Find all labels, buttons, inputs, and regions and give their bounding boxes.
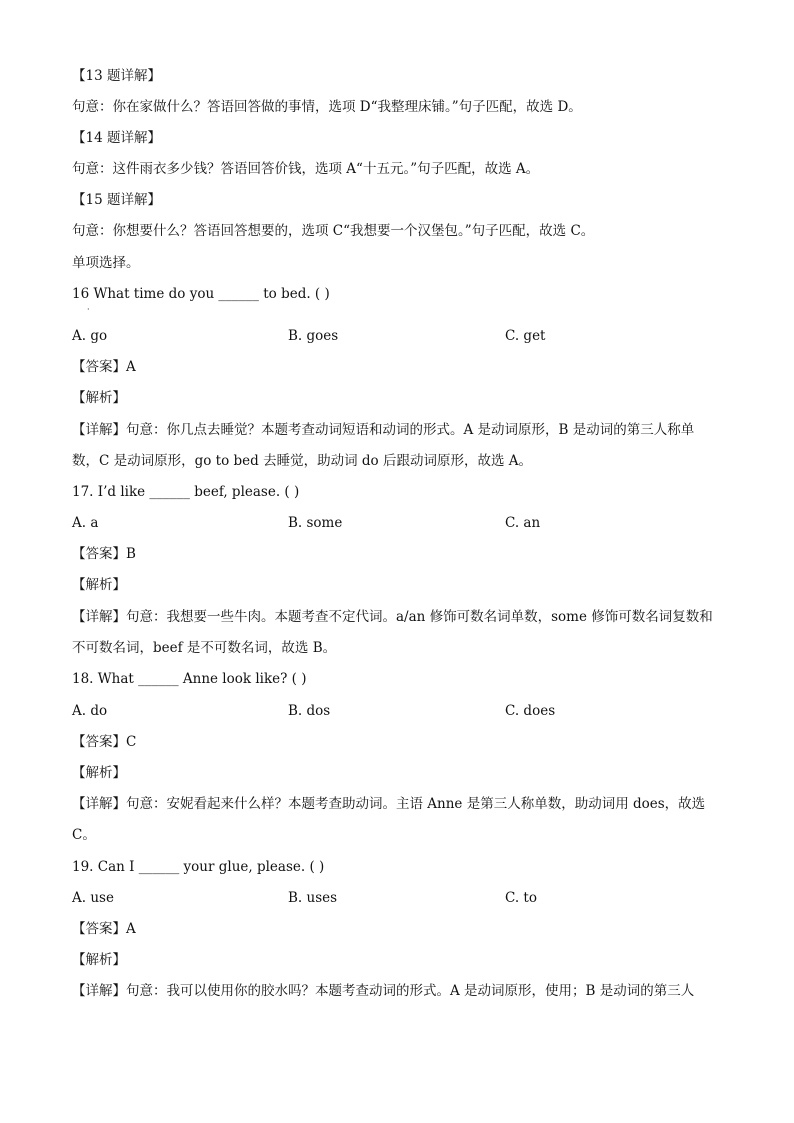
question-16-detail-line-1: 【详解】句意：你几点去睡觉？本题考查动词短语和动词的形式。A 是动词原形，B 是动词的第三人称单 — [72, 422, 695, 438]
question-18-option-c: C. does — [505, 703, 556, 719]
question-17-option-a: A. a — [72, 515, 99, 531]
question-18-detail-line-2: C。 — [72, 827, 96, 843]
question-16-detail-line-2: 数，C 是动词原形，go to bed 去睡觉，助动词 do 后跟动词原形，故选 A。 — [72, 453, 532, 469]
question-19-option-b: B. uses — [288, 890, 338, 906]
question-16-stem: 16 What time do you ______ to bed. ( ) — [72, 286, 330, 302]
question-19-detail-line-1: 【详解】句意：我可以使用你的胶水吗？本题考查动词的形式。A 是动词原形，使用；B 是动词的第三人 — [72, 983, 695, 999]
question-18-option-a: A. do — [72, 703, 108, 719]
question-18-option-b: B. dos — [288, 703, 331, 719]
stray-dot: · — [87, 305, 90, 314]
question-17-analysis-label: 【解析】 — [72, 577, 126, 593]
question-17-stem: 17. I’d like ______ beef, please. ( ) — [72, 484, 300, 500]
explanation-14: 句意：这件雨衣多少钱？答语回答价钱，选项 A“十五元。”句子匹配，故选 A。 — [72, 161, 540, 177]
question-16-answer: 【答案】A — [72, 359, 136, 375]
question-19-analysis-label: 【解析】 — [72, 952, 126, 968]
question-16-option-c: C. get — [505, 328, 546, 344]
question-17-option-b: B. some — [288, 515, 343, 531]
question-16-option-a: A. go — [72, 328, 108, 344]
question-18-detail-line-1: 【详解】句意：安妮看起来什么样？本题考查助动词。主语 Anne 是第三人称单数，助动词用 does，故选 — [72, 796, 706, 812]
section-heading-15: 【15 题详解】 — [72, 192, 161, 208]
question-16-option-b: B. goes — [288, 328, 339, 344]
explanation-13: 句意：你在家做什么？答语回答做的事情，选项 D“我整理床铺。”句子匹配，故选 D。 — [72, 99, 582, 115]
question-17-answer: 【答案】B — [72, 546, 136, 562]
question-17-detail-line-1: 【详解】句意：我想要一些牛肉。本题考查不定代词。a/an 修饰可数名词单数，some 修饰可数名词复数和 — [72, 609, 713, 625]
question-16-analysis-label: 【解析】 — [72, 390, 126, 406]
question-18-stem: 18. What ______ Anne look like? ( ) — [72, 671, 307, 687]
section-heading-13: 【13 题详解】 — [72, 68, 161, 84]
question-17-detail-line-2: 不可数名词，beef 是不可数名词，故选 B。 — [72, 640, 337, 656]
question-18-answer: 【答案】C — [72, 734, 137, 750]
section-heading-14: 【14 题详解】 — [72, 130, 161, 146]
question-19-stem: 19. Can I ______ your glue, please. ( ) — [72, 859, 325, 875]
question-17-option-c: C. an — [505, 515, 541, 531]
section-title: 单项选择。 — [72, 255, 140, 271]
question-19-option-a: A. use — [72, 890, 114, 906]
question-18-analysis-label: 【解析】 — [72, 765, 126, 781]
question-19-answer: 【答案】A — [72, 921, 136, 937]
question-19-option-c: C. to — [505, 890, 537, 906]
explanation-15: 句意：你想要什么？答语回答想要的，选项 C“我想要一个汉堡包。”句子匹配，故选 C。 — [72, 223, 595, 239]
